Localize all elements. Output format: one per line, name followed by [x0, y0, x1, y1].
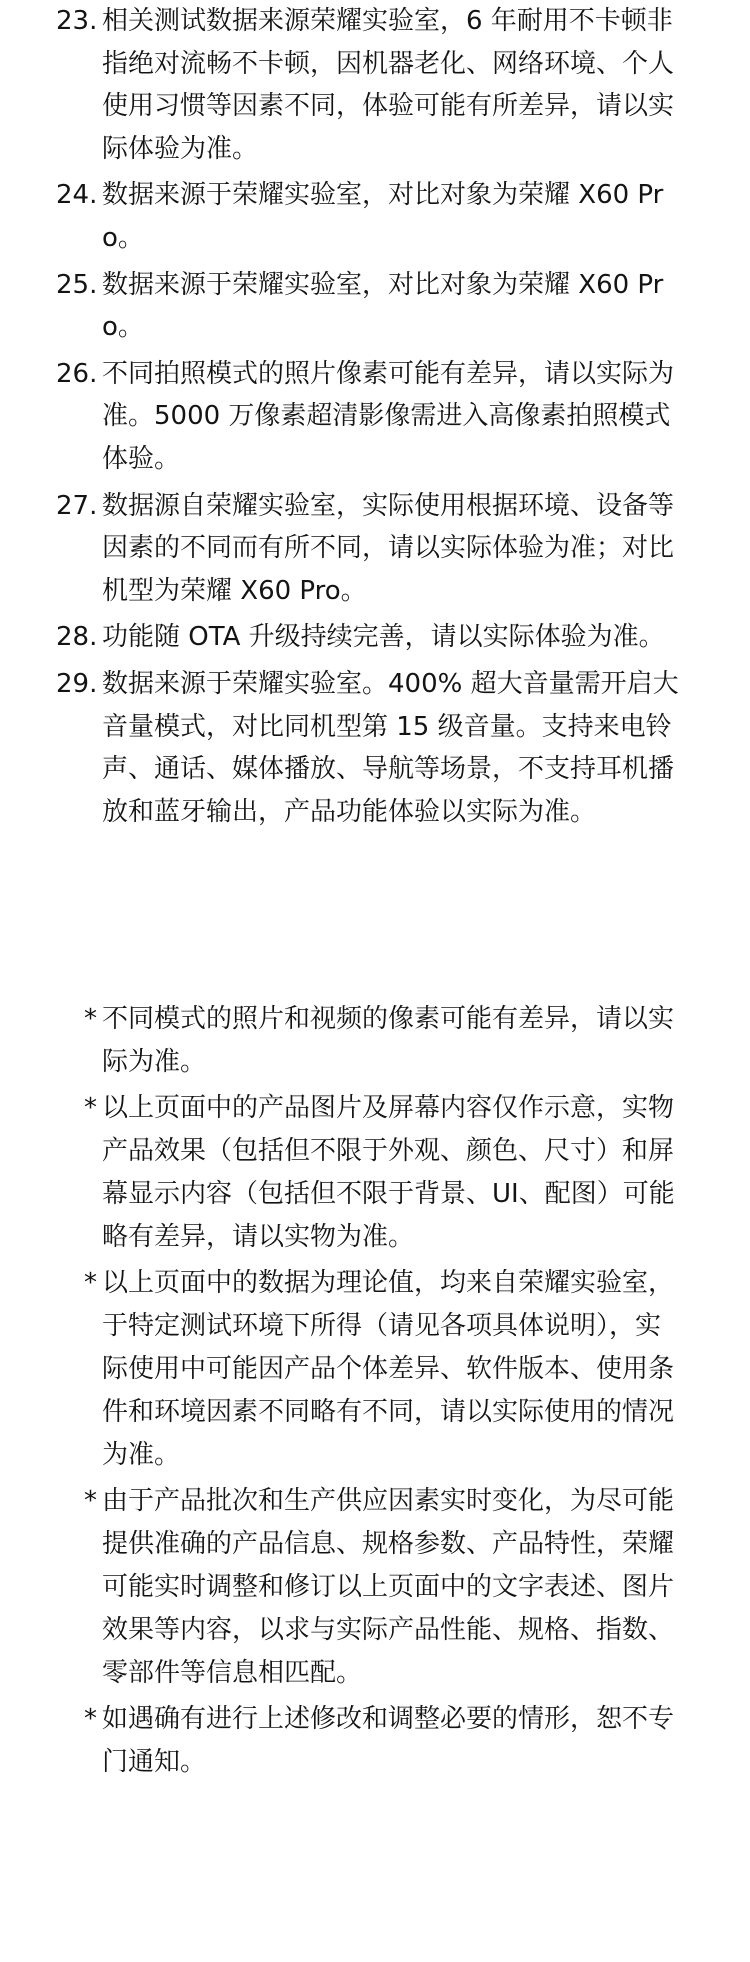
- note-text: 数据源自荣耀实验室，实际使用根据环境、设备等因素的不同而有所不同，请以实际体验为准；对比机型为荣耀 X60 Pro。: [102, 490, 675, 606]
- note-text: 数据来源于荣耀实验室。400% 超大音量需开启大音量模式，对比同机型第 15 级音量。支持来电铃声、通话、媒体播放、导航等场景，不支持耳机播放和蓝牙输出，产品功能体验以实际为准。: [102, 668, 679, 827]
- note-item: [56, 353, 686, 481]
- note-item: [56, 0, 686, 170]
- asterisk-mark: *: [84, 1486, 97, 1516]
- note-number: 25.: [56, 269, 98, 300]
- disclaimer-text: 如遇确有进行上述修改和调整必要的情形，恕不专门通知。: [102, 1704, 675, 1777]
- note-item: [56, 174, 686, 259]
- note-item: [56, 616, 686, 659]
- note-item: [56, 663, 686, 833]
- disclaimer-item: [84, 1087, 686, 1259]
- disclaimer-text: 以上页面中的数据为理论值，均来自荣耀实验室，于特定测试环境下所得（请见各项具体说明），实际使用中可能因产品个体差异、软件版本、使用条件和环境因素不同略有不同，请以实际使用的情况为准。: [102, 1268, 675, 1470]
- note-item: [56, 485, 686, 613]
- disclaimer-list: [84, 998, 686, 1787]
- note-text: 数据来源于荣耀实验室，对比对象为荣耀 X60 Pro。: [102, 180, 664, 253]
- asterisk-mark: *: [84, 1704, 97, 1734]
- disclaimer-item: [84, 1480, 686, 1695]
- numbered-notes-list: [56, 0, 686, 837]
- disclaimer-text: 以上页面中的产品图片及屏幕内容仅作示意，实物产品效果（包括但不限于外观、颜色、尺寸）和屏幕显示内容（包括但不限于背景、UI、配图）可能略有差异，请以实物为准。: [102, 1093, 675, 1252]
- disclaimer-item: [84, 1698, 686, 1784]
- note-number: 26.: [56, 358, 98, 389]
- note-text: 数据来源于荣耀实验室，对比对象为荣耀 X60 Pro。: [102, 269, 664, 343]
- disclaimer-item: [84, 998, 686, 1084]
- asterisk-mark: *: [84, 1004, 97, 1034]
- disclaimer-item: [84, 1262, 686, 1477]
- asterisk-mark: *: [84, 1268, 97, 1298]
- asterisk-mark: *: [84, 1093, 97, 1123]
- note-number: 27.: [56, 490, 98, 521]
- note-number: 29.: [56, 668, 98, 699]
- disclaimer-text: 由于产品批次和生产供应因素实时变化，为尽可能提供准确的产品信息、规格参数、产品特性，荣耀可能实时调整和修订以上页面中的文字表述、图片效果等内容，以求与实际产品性能、规格、指数、零部件等信息相匹配。: [102, 1486, 675, 1688]
- note-text: 功能随 OTA 升级持续完善，请以实际体验为准。: [102, 622, 665, 653]
- disclaimer-text: 不同模式的照片和视频的像素可能有差异，请以实际为准。: [102, 1004, 675, 1077]
- note-text: 不同拍照模式的照片像素可能有差异，请以实际为准。5000 万像素超清影像需进入高像素拍照模式体验。: [102, 358, 675, 474]
- note-item: [56, 264, 686, 349]
- note-number: 23.: [56, 6, 98, 36]
- note-number: 28.: [56, 622, 98, 653]
- note-text: 相关测试数据来源荣耀实验室，6 年耐用不卡顿非指绝对流畅不卡顿，因机器老化、网络环境、个人使用习惯等因素不同，体验可能有所差异，请以实际体验为准。: [102, 6, 675, 164]
- note-number: 24.: [56, 180, 98, 211]
